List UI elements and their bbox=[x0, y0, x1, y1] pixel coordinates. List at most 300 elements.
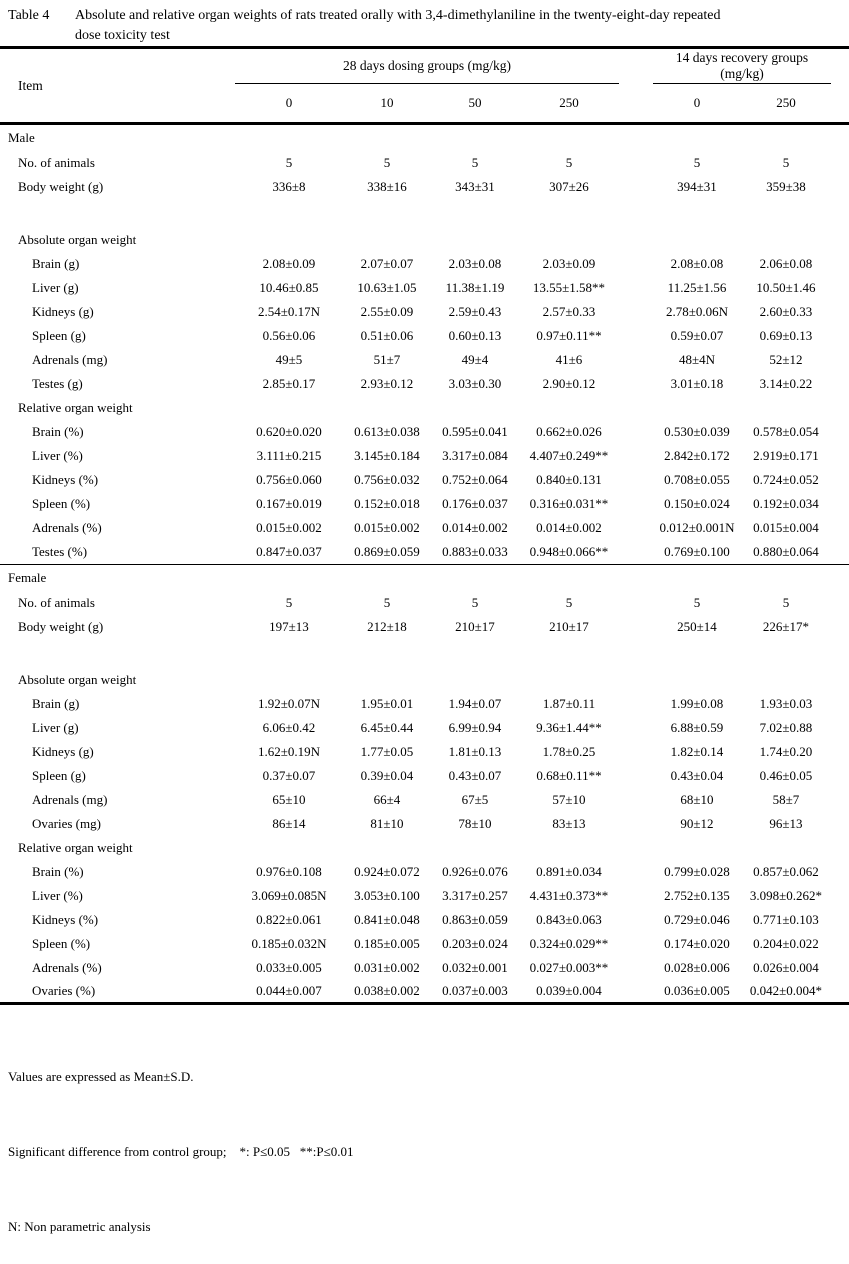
table-row bbox=[0, 540, 849, 564]
cell-value: 0.863±0.059 bbox=[442, 911, 508, 927]
cell-value bbox=[519, 396, 619, 420]
right-pad bbox=[831, 591, 849, 615]
cell-value: 0.857±0.062 bbox=[753, 863, 819, 879]
footnotes bbox=[0, 1005, 849, 1264]
table-row bbox=[0, 860, 849, 884]
row-label: Adrenals (mg) bbox=[32, 791, 108, 807]
row-label: Kidneys (g) bbox=[32, 304, 94, 319]
cell-value: 6.88±0.59 bbox=[670, 719, 724, 735]
cell-value: 359±38 bbox=[766, 179, 806, 194]
cell-value: 81±10 bbox=[370, 815, 404, 831]
cell-value: 0.203±0.024 bbox=[442, 935, 508, 951]
right-pad bbox=[831, 692, 849, 716]
cell-value: 0.185±0.032N bbox=[251, 935, 327, 951]
row-label: Adrenals (%) bbox=[32, 520, 102, 535]
cell-value: 0.924±0.072 bbox=[354, 863, 420, 879]
cell-value: 0.769±0.100 bbox=[664, 543, 730, 559]
cell-value: 4.431±0.373** bbox=[529, 887, 609, 903]
cell-value: 5 bbox=[471, 155, 479, 170]
cell-value: 1.81±0.13 bbox=[448, 743, 502, 759]
cell-value: 250±14 bbox=[677, 618, 717, 634]
row-label: Kidneys (%) bbox=[32, 911, 99, 927]
cell-value bbox=[235, 668, 343, 692]
column-gap bbox=[619, 372, 653, 396]
right-pad bbox=[831, 540, 849, 564]
cell-value: 0.926±0.076 bbox=[442, 863, 508, 879]
cell-value: 2.85±0.17 bbox=[262, 376, 316, 391]
cell-value: 0.948±0.066** bbox=[529, 543, 609, 559]
right-pad bbox=[831, 492, 849, 516]
table-title-text bbox=[75, 6, 849, 46]
section-label: Female bbox=[8, 569, 47, 585]
cell-value: 0.316±0.031** bbox=[529, 496, 609, 511]
cell-value: 0.028±0.006 bbox=[664, 959, 730, 975]
cell-value: 0.43±0.07 bbox=[448, 767, 502, 783]
column-gap bbox=[619, 884, 653, 908]
cell-value bbox=[519, 228, 619, 252]
right-pad bbox=[831, 252, 849, 276]
cell-value: 0.39±0.04 bbox=[360, 767, 414, 783]
cell-value: 3.01±0.18 bbox=[670, 376, 724, 391]
cell-value bbox=[431, 396, 519, 420]
cell-value bbox=[431, 836, 519, 860]
cell-value: 5 bbox=[565, 155, 573, 170]
cell-value bbox=[653, 228, 741, 252]
row-label: Adrenals (%) bbox=[32, 959, 102, 975]
row-label: Brain (g) bbox=[32, 256, 80, 271]
row-label: Liver (%) bbox=[32, 448, 83, 463]
subsection-label: Absolute organ weight bbox=[18, 232, 137, 247]
cell-value: 68±10 bbox=[680, 791, 714, 807]
cell-value: 210±17 bbox=[549, 618, 589, 634]
table-row bbox=[0, 252, 849, 276]
right-pad bbox=[831, 788, 849, 812]
right-pad bbox=[831, 836, 849, 860]
row-label: Testes (g) bbox=[32, 376, 83, 391]
cell-value: 0.014±0.002 bbox=[442, 520, 508, 535]
cell-value bbox=[741, 396, 831, 420]
table-row bbox=[0, 492, 849, 516]
cell-value: 0.039±0.004 bbox=[536, 982, 602, 998]
cell-value: 5 bbox=[383, 594, 391, 610]
cell-value: 2.752±0.135 bbox=[664, 887, 730, 903]
right-pad bbox=[831, 884, 849, 908]
table-row bbox=[0, 151, 849, 175]
cell-value: 0.56±0.06 bbox=[262, 328, 316, 343]
cell-value: 0.031±0.002 bbox=[354, 959, 420, 975]
column-gap bbox=[619, 48, 653, 124]
right-pad bbox=[831, 444, 849, 468]
column-gap bbox=[619, 591, 653, 615]
cell-value: 0.167±0.019 bbox=[256, 496, 322, 511]
cell-value: 0.042±0.004* bbox=[749, 982, 823, 998]
cell-value: 3.053±0.100 bbox=[354, 887, 420, 903]
cell-value: 2.90±0.12 bbox=[542, 376, 596, 391]
row-label: Body weight (g) bbox=[18, 618, 104, 634]
right-pad bbox=[831, 668, 849, 692]
cell-value: 0.032±0.001 bbox=[442, 959, 508, 975]
column-gap bbox=[619, 252, 653, 276]
right-pad bbox=[831, 348, 849, 372]
subsection-label: Absolute organ weight bbox=[18, 671, 137, 687]
cell-value: 51±7 bbox=[373, 352, 401, 367]
cell-value: 5 bbox=[782, 594, 790, 610]
subsection-label: Relative organ weight bbox=[18, 839, 133, 855]
column-gap bbox=[619, 615, 653, 639]
cell-value: 0.97±0.11** bbox=[536, 328, 602, 343]
organ-weights-table bbox=[0, 46, 849, 1005]
right-pad bbox=[831, 468, 849, 492]
cell-value: 5 bbox=[693, 155, 701, 170]
table-row bbox=[0, 908, 849, 932]
cell-value: 0.192±0.034 bbox=[753, 496, 819, 511]
footnote-mean-sd: Values are expressed as Mean±S.D. bbox=[8, 1069, 194, 1084]
cell-value: 66±4 bbox=[373, 791, 401, 807]
cell-value: 0.883±0.033 bbox=[442, 543, 508, 559]
cell-value: 3.069±0.085N bbox=[251, 887, 327, 903]
cell-value: 0.044±0.007 bbox=[256, 982, 322, 998]
cell-value: 0.620±0.020 bbox=[256, 424, 322, 439]
cell-value: 3.145±0.184 bbox=[354, 448, 420, 463]
right-pad bbox=[831, 276, 849, 300]
row-label: Spleen (g) bbox=[32, 767, 86, 783]
cell-value: 2.03±0.09 bbox=[542, 256, 596, 271]
cell-value: 0.60±0.13 bbox=[448, 328, 502, 343]
cell-value: 0.613±0.038 bbox=[354, 424, 420, 439]
row-label: Brain (%) bbox=[32, 863, 84, 879]
cell-value: 49±4 bbox=[461, 352, 489, 367]
cell-value bbox=[431, 668, 519, 692]
table-row bbox=[0, 444, 849, 468]
cell-value bbox=[653, 836, 741, 860]
dose-column-header: 50 bbox=[468, 95, 482, 110]
right-pad bbox=[831, 908, 849, 932]
cell-value: 2.78±0.06N bbox=[665, 304, 729, 319]
cell-value: 10.46±0.85 bbox=[259, 280, 319, 295]
dose-column-header: 250 bbox=[776, 95, 796, 110]
footnote-nonparametric: N: Non parametric analysis bbox=[8, 1219, 151, 1234]
cell-value: 0.976±0.108 bbox=[256, 863, 322, 879]
cell-value: 2.919±0.171 bbox=[753, 448, 819, 463]
cell-value: 86±14 bbox=[272, 815, 306, 831]
cell-value: 2.57±0.33 bbox=[542, 304, 596, 319]
row-label: No. of animals bbox=[18, 155, 95, 170]
row-label: Adrenals (mg) bbox=[32, 352, 108, 367]
cell-value: 336±8 bbox=[272, 179, 306, 194]
table-row bbox=[0, 420, 849, 444]
spacer-row bbox=[0, 639, 849, 668]
right-pad bbox=[831, 716, 849, 740]
row-label: Body weight (g) bbox=[18, 179, 104, 194]
cell-value: 0.59±0.07 bbox=[670, 328, 724, 343]
cell-value: 0.729±0.046 bbox=[664, 911, 730, 927]
cell-value: 2.06±0.08 bbox=[759, 256, 813, 271]
table-row bbox=[0, 228, 849, 252]
column-gap bbox=[619, 468, 653, 492]
cell-value: 3.317±0.257 bbox=[442, 887, 508, 903]
right-pad bbox=[831, 396, 849, 420]
column-gap bbox=[619, 692, 653, 716]
cell-value: 1.78±0.25 bbox=[542, 743, 596, 759]
right-pad bbox=[831, 740, 849, 764]
right-pad bbox=[831, 812, 849, 836]
column-gap bbox=[619, 324, 653, 348]
cell-value: 58±7 bbox=[772, 791, 800, 807]
cell-value: 1.77±0.05 bbox=[360, 743, 414, 759]
cell-value: 2.03±0.08 bbox=[448, 256, 502, 271]
cell-value: 0.822±0.061 bbox=[256, 911, 322, 927]
table-row bbox=[0, 396, 849, 420]
column-gap bbox=[619, 175, 653, 199]
cell-value: 0.752±0.064 bbox=[442, 472, 508, 487]
recovery-group-header: 14 days recovery groups (mg/kg) bbox=[653, 48, 831, 84]
column-gap bbox=[619, 980, 653, 1004]
cell-value: 5 bbox=[285, 594, 293, 610]
cell-value: 0.038±0.002 bbox=[354, 982, 420, 998]
cell-value: 11.25±1.56 bbox=[667, 280, 727, 295]
cell-value: 1.74±0.20 bbox=[759, 743, 813, 759]
table-number: Table 4 bbox=[8, 8, 50, 23]
row-label: Liver (%) bbox=[32, 887, 83, 903]
cell-value: 3.111±0.215 bbox=[256, 448, 322, 463]
cell-value bbox=[741, 228, 831, 252]
row-label: Kidneys (g) bbox=[32, 743, 94, 759]
cell-value: 0.708±0.055 bbox=[664, 472, 730, 487]
column-gap bbox=[619, 812, 653, 836]
cell-value: 0.662±0.026 bbox=[536, 424, 602, 439]
cell-value: 0.176±0.037 bbox=[442, 496, 508, 511]
cell-value: 1.93±0.03 bbox=[759, 695, 813, 711]
cell-value: 0.014±0.002 bbox=[536, 520, 602, 535]
right-pad bbox=[831, 175, 849, 199]
column-gap bbox=[619, 956, 653, 980]
cell-value: 1.82±0.14 bbox=[670, 743, 724, 759]
column-gap bbox=[619, 788, 653, 812]
column-gap bbox=[619, 540, 653, 564]
column-gap bbox=[619, 492, 653, 516]
cell-value: 6.45±0.44 bbox=[360, 719, 414, 735]
row-label: Ovaries (%) bbox=[32, 982, 96, 998]
cell-value: 49±5 bbox=[275, 352, 303, 367]
cell-value: 1.94±0.07 bbox=[448, 695, 502, 711]
cell-value: 78±10 bbox=[458, 815, 492, 831]
cell-value: 57±10 bbox=[552, 791, 586, 807]
row-label: Spleen (g) bbox=[32, 328, 86, 343]
cell-value: 0.324±0.029** bbox=[529, 935, 609, 951]
cell-value: 0.036±0.005 bbox=[664, 982, 730, 998]
cell-value: 52±12 bbox=[769, 352, 803, 367]
subsection-label: Relative organ weight bbox=[18, 400, 133, 415]
cell-value: 96±13 bbox=[769, 815, 803, 831]
cell-value: 3.03±0.30 bbox=[448, 376, 502, 391]
right-pad bbox=[831, 48, 849, 124]
cell-value: 0.204±0.022 bbox=[753, 935, 819, 951]
cell-value: 5 bbox=[471, 594, 479, 610]
table-row bbox=[0, 716, 849, 740]
cell-value bbox=[235, 836, 343, 860]
row-label: Testes (%) bbox=[32, 543, 88, 559]
cell-value: 343±31 bbox=[455, 179, 495, 194]
right-pad bbox=[831, 372, 849, 396]
cell-value: 2.08±0.08 bbox=[670, 256, 724, 271]
cell-value: 0.027±0.003** bbox=[529, 959, 609, 975]
cell-value bbox=[235, 396, 343, 420]
table-row bbox=[0, 980, 849, 1004]
cell-value: 0.026±0.004 bbox=[753, 959, 819, 975]
table-row bbox=[0, 516, 849, 540]
table-row bbox=[0, 591, 849, 615]
right-pad bbox=[831, 764, 849, 788]
section-header-male bbox=[0, 124, 849, 152]
table-title-line2: dose toxicity test bbox=[75, 28, 170, 43]
cell-value: 0.46±0.05 bbox=[759, 767, 813, 783]
table-row bbox=[0, 300, 849, 324]
table-row bbox=[0, 836, 849, 860]
column-gap bbox=[619, 396, 653, 420]
cell-value: 6.06±0.42 bbox=[262, 719, 316, 735]
column-gap bbox=[619, 668, 653, 692]
cell-value: 10.63±1.05 bbox=[357, 280, 417, 295]
cell-value: 2.59±0.43 bbox=[448, 304, 502, 319]
cell-value: 0.68±0.11** bbox=[536, 767, 602, 783]
cell-value bbox=[343, 396, 431, 420]
cell-value: 5 bbox=[565, 594, 573, 610]
cell-value bbox=[519, 836, 619, 860]
right-pad bbox=[831, 300, 849, 324]
spacer-cell bbox=[0, 639, 849, 668]
right-pad bbox=[831, 860, 849, 884]
cell-value: 0.037±0.003 bbox=[442, 982, 508, 998]
cell-value: 5 bbox=[285, 155, 293, 170]
cell-value: 0.756±0.060 bbox=[256, 472, 322, 487]
cell-value: 90±12 bbox=[680, 815, 714, 831]
table-row bbox=[0, 932, 849, 956]
cell-value: 0.880±0.064 bbox=[753, 543, 819, 559]
table-row bbox=[0, 348, 849, 372]
table-caption bbox=[0, 0, 849, 46]
cell-value: 83±13 bbox=[552, 815, 586, 831]
cell-value: 197±13 bbox=[269, 618, 309, 634]
cell-value: 0.799±0.028 bbox=[664, 863, 730, 879]
dose-column-header: 10 bbox=[380, 95, 394, 110]
cell-value: 0.012±0.001N bbox=[659, 520, 735, 535]
column-gap bbox=[619, 860, 653, 884]
cell-value: 307±26 bbox=[549, 179, 589, 194]
column-gap bbox=[619, 836, 653, 860]
cell-value: 2.842±0.172 bbox=[664, 448, 730, 463]
cell-value bbox=[653, 396, 741, 420]
column-gap bbox=[619, 516, 653, 540]
cell-value: 5 bbox=[693, 594, 701, 610]
item-column-header: Item bbox=[18, 77, 43, 93]
cell-value: 2.60±0.33 bbox=[759, 304, 813, 319]
table-row bbox=[0, 276, 849, 300]
dose-column-header: 250 bbox=[559, 95, 579, 110]
cell-value: 0.843±0.063 bbox=[536, 911, 602, 927]
cell-value: 1.62±0.19N bbox=[257, 743, 321, 759]
cell-value: 0.015±0.004 bbox=[753, 520, 819, 535]
cell-value: 41±6 bbox=[555, 352, 583, 367]
row-label: Liver (g) bbox=[32, 719, 79, 735]
spacer-row bbox=[0, 199, 849, 228]
dosing-group-header: 28 days dosing groups (mg/kg) bbox=[235, 48, 619, 84]
column-gap bbox=[619, 716, 653, 740]
row-label: Brain (g) bbox=[32, 695, 80, 711]
column-gap bbox=[619, 228, 653, 252]
cell-value: 0.578±0.054 bbox=[753, 424, 819, 439]
cell-value: 0.724±0.052 bbox=[753, 472, 819, 487]
cell-value bbox=[235, 228, 343, 252]
spacer-cell bbox=[0, 199, 849, 228]
group-header-row bbox=[0, 48, 849, 84]
cell-value: 1.87±0.11 bbox=[542, 695, 596, 711]
cell-value: 0.756±0.032 bbox=[354, 472, 420, 487]
cell-value: 6.99±0.94 bbox=[448, 719, 502, 735]
cell-value: 13.55±1.58** bbox=[532, 280, 606, 295]
table-row bbox=[0, 668, 849, 692]
cell-value: 0.174±0.020 bbox=[664, 935, 730, 951]
cell-value bbox=[343, 668, 431, 692]
cell-value: 3.317±0.084 bbox=[442, 448, 508, 463]
column-gap bbox=[619, 276, 653, 300]
cell-value: 1.99±0.08 bbox=[670, 695, 724, 711]
cell-value: 338±16 bbox=[367, 179, 407, 194]
cell-value: 2.54±0.17N bbox=[257, 304, 321, 319]
table-title-line1: Absolute and relative organ weights of rats treated orally with 3,4-dimethylaniline in the twenty-eight-day repeated bbox=[75, 8, 721, 23]
cell-value: 0.033±0.005 bbox=[256, 959, 322, 975]
cell-value: 5 bbox=[782, 155, 790, 170]
column-gap bbox=[619, 348, 653, 372]
table-row bbox=[0, 468, 849, 492]
cell-value bbox=[741, 836, 831, 860]
cell-value: 0.530±0.039 bbox=[664, 424, 730, 439]
cell-value: 0.43±0.04 bbox=[670, 767, 724, 783]
cell-value: 0.37±0.07 bbox=[262, 767, 316, 783]
cell-value: 7.02±0.88 bbox=[759, 719, 813, 735]
right-pad bbox=[831, 980, 849, 1004]
cell-value: 0.841±0.048 bbox=[354, 911, 420, 927]
section-header-female bbox=[0, 564, 849, 591]
footnote-significance: Significant difference from control group; *: P≤0.05 **:P≤0.01 bbox=[8, 1144, 354, 1159]
cell-value: 4.407±0.249** bbox=[529, 448, 609, 463]
table-row bbox=[0, 764, 849, 788]
table-row bbox=[0, 956, 849, 980]
cell-value bbox=[343, 228, 431, 252]
right-pad bbox=[831, 420, 849, 444]
cell-value: 5 bbox=[383, 155, 391, 170]
cell-value: 0.51±0.06 bbox=[360, 328, 414, 343]
column-gap bbox=[619, 932, 653, 956]
right-pad bbox=[831, 228, 849, 252]
right-pad bbox=[831, 615, 849, 639]
cell-value: 3.14±0.22 bbox=[759, 376, 813, 391]
cell-value: 2.93±0.12 bbox=[360, 376, 414, 391]
table-row bbox=[0, 884, 849, 908]
cell-value: 2.07±0.07 bbox=[360, 256, 414, 271]
section-label: Male bbox=[8, 130, 35, 145]
right-pad bbox=[831, 151, 849, 175]
dose-column-header: 0 bbox=[285, 95, 293, 110]
cell-value: 2.55±0.09 bbox=[360, 304, 414, 319]
cell-value: 210±17 bbox=[455, 618, 495, 634]
cell-value bbox=[653, 668, 741, 692]
cell-value: 1.95±0.01 bbox=[360, 695, 414, 711]
column-gap bbox=[619, 151, 653, 175]
cell-value: 0.595±0.041 bbox=[442, 424, 508, 439]
column-gap bbox=[619, 420, 653, 444]
table-row bbox=[0, 812, 849, 836]
cell-value: 67±5 bbox=[461, 791, 489, 807]
